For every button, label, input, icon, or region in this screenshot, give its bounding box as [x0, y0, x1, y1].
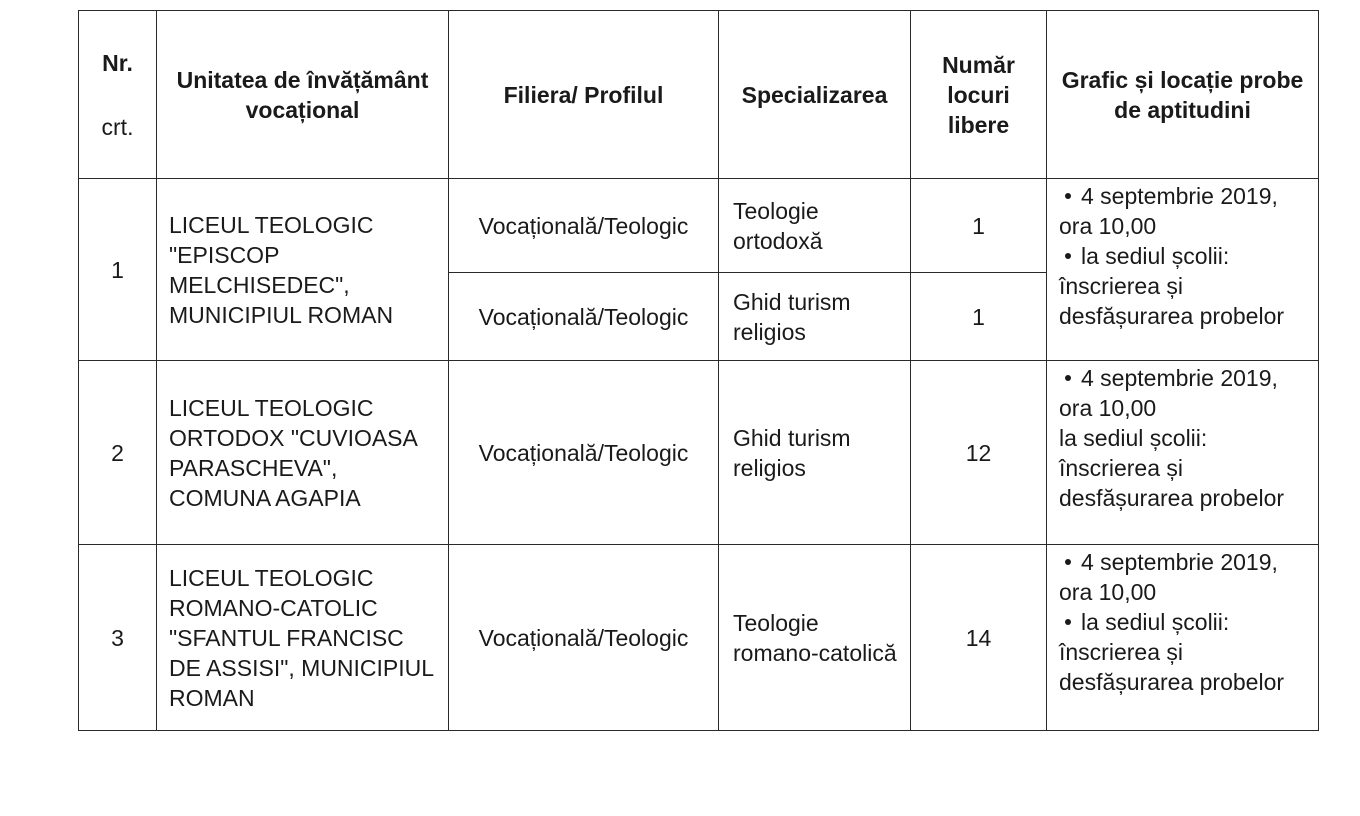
bullet-icon — [1065, 253, 1071, 259]
header-numar-locuri: Număr locuri libere — [911, 11, 1047, 179]
row-unitate: LICEUL TEOLOGIC "EPISCOP MELCHISEDEC", MUNICIPIUL ROMAN — [157, 179, 449, 361]
vocational-schools-table — [78, 10, 1319, 731]
row-specializarea: Teologie romano-catolică — [719, 545, 911, 731]
row-locuri: 1 — [911, 179, 1047, 273]
table-row — [79, 361, 1319, 545]
header-filiera: Filiera/ Profilul — [449, 11, 719, 179]
bullet-icon — [1065, 375, 1071, 381]
row-locuri: 14 — [911, 545, 1047, 731]
row-specializarea: Ghid turism religios — [719, 273, 911, 361]
row-locuri: 1 — [911, 273, 1047, 361]
header-unitate: Unitatea de învățământ vocațional — [157, 11, 449, 179]
row-nr: 2 — [79, 361, 157, 545]
row-filiera: Vocațională/Teologic — [449, 545, 719, 731]
row-filiera: Vocațională/Teologic — [449, 179, 719, 273]
row-grafic: 4 septembrie 2019, ora 10,00 la sediul școlii: înscrierea și desfășurarea probelor — [1047, 545, 1319, 731]
row-nr: 1 — [79, 179, 157, 361]
bullet-icon — [1065, 619, 1071, 625]
row-filiera: Vocațională/Teologic — [449, 361, 719, 545]
bullet-icon — [1065, 193, 1071, 199]
row-unitate: LICEUL TEOLOGIC ORTODOX "CUVIOASA PARASCHEVA", COMUNA AGAPIA — [157, 361, 449, 545]
header-specializarea: Specializarea — [719, 11, 911, 179]
row-filiera: Vocațională/Teologic — [449, 273, 719, 361]
header-nr-crt: Nr. crt. — [79, 11, 157, 179]
row-locuri: 12 — [911, 361, 1047, 545]
header-grafic: Grafic și locație probe de aptitudini — [1047, 11, 1319, 179]
bullet-icon — [1065, 559, 1071, 565]
table-row — [79, 179, 1319, 273]
table-row — [79, 545, 1319, 731]
row-specializarea: Teologie ortodoxă — [719, 179, 911, 273]
header-row — [79, 11, 1319, 179]
row-grafic: 4 septembrie 2019, ora 10,00 la sediul școlii: înscrierea și desfășurarea probelor — [1047, 179, 1319, 361]
row-specializarea: Ghid turism religios — [719, 361, 911, 545]
document-page — [78, 10, 1318, 731]
row-nr: 3 — [79, 545, 157, 731]
row-grafic: 4 septembrie 2019, ora 10,00 la sediul școlii: înscrierea și desfășurarea probelor — [1047, 361, 1319, 545]
row-unitate: LICEUL TEOLOGIC ROMANO-CATOLIC "SFANTUL FRANCISC DE ASSISI", MUNICIPIUL ROMAN — [157, 545, 449, 731]
